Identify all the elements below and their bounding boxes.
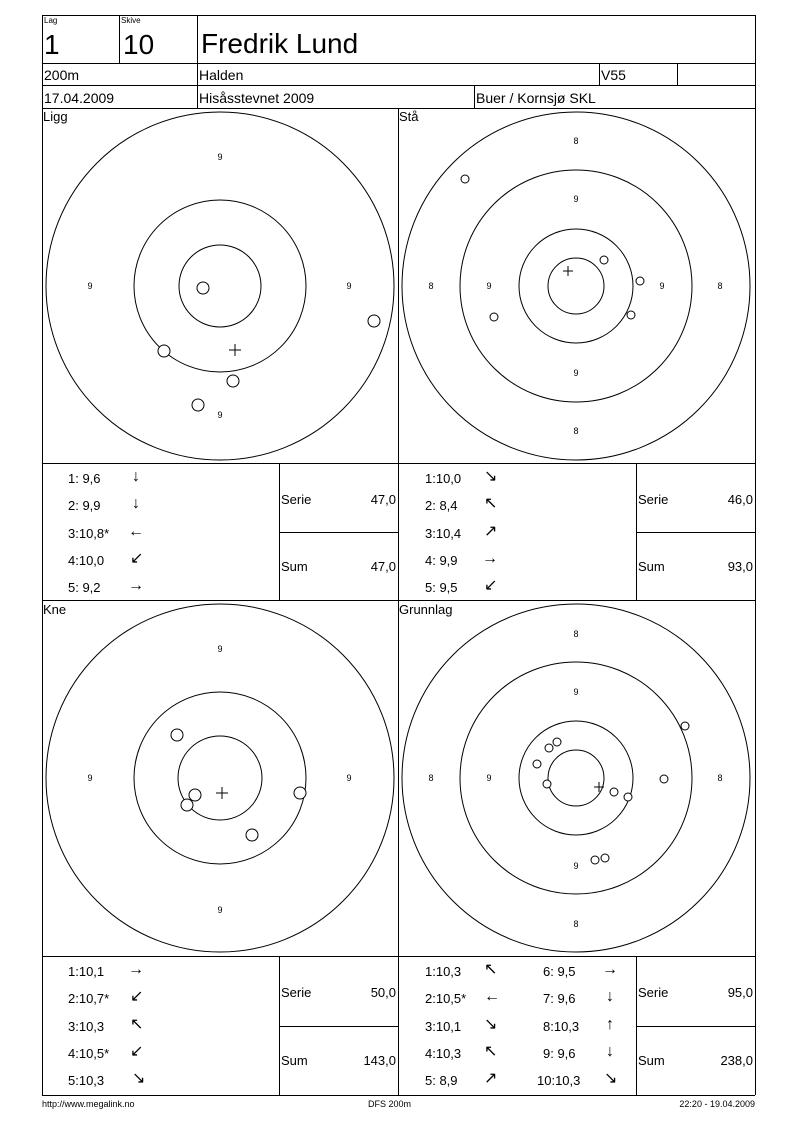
serie-value: 46,0 xyxy=(727,492,753,507)
shot-row: 8:10,3 xyxy=(543,1019,580,1034)
ring-label: 8 xyxy=(573,426,579,436)
shot-hole xyxy=(624,793,632,801)
shot-row: 5: 9,5 xyxy=(425,580,458,595)
shot-hole xyxy=(553,738,561,746)
shot-hole xyxy=(636,277,644,285)
shot-hole xyxy=(543,780,551,788)
sum-label: Sum xyxy=(638,1053,665,1068)
shot-row: 3:10,8* xyxy=(68,526,110,541)
shot-row: 6: 9,5 xyxy=(543,964,576,979)
shot-hole xyxy=(610,788,618,796)
ring-label: 8 xyxy=(573,919,579,929)
target-title-ligg: Ligg xyxy=(43,109,68,124)
ring-label: 9 xyxy=(486,773,492,783)
ring-label: 9 xyxy=(346,281,352,291)
shot-row: 4:10,0 xyxy=(68,553,105,568)
shot-hole xyxy=(600,256,608,264)
shot-row: 1: 9,6 xyxy=(68,471,101,486)
target-sta xyxy=(402,112,750,460)
shot-row: 9: 9,6 xyxy=(543,1046,576,1061)
direction-arrow-icon: ↖ xyxy=(130,1016,144,1033)
direction-arrow-icon: → xyxy=(482,550,498,567)
event: Hisåsstevnet 2009 xyxy=(199,90,315,106)
shot-hole xyxy=(294,787,306,799)
shot-row: 3:10,4 xyxy=(425,526,462,541)
shot-row: 1:10,1 xyxy=(68,964,105,979)
direction-arrow-icon: → xyxy=(128,961,144,978)
center-cross xyxy=(594,782,604,792)
target-title-kne: Kne xyxy=(43,602,67,617)
shot-row: 7: 9,6 xyxy=(543,991,576,1006)
ring-label: 9 xyxy=(217,410,223,420)
footer-url[interactable]: http://www.megalink.no xyxy=(42,1099,135,1109)
direction-arrow-icon: ← xyxy=(128,523,144,540)
sum-label: Sum xyxy=(281,1053,308,1068)
ring-label: 9 xyxy=(217,905,223,915)
serie-label: Serie xyxy=(638,985,669,1000)
shot-hole xyxy=(368,315,380,327)
direction-arrow-icon: ↖ xyxy=(484,495,498,512)
sum-label: Sum xyxy=(638,559,665,574)
serie-label: Serie xyxy=(638,492,669,507)
shot-row: 1:10,0 xyxy=(425,471,462,486)
direction-arrow-icon: ↘ xyxy=(484,468,498,485)
shot-hole xyxy=(533,760,541,768)
class: V55 xyxy=(601,67,626,83)
direction-arrow-icon: → xyxy=(128,577,144,594)
date: 17.04.2009 xyxy=(44,90,115,106)
shot-row: 3:10,1 xyxy=(425,1019,462,1034)
footer-system: DFS 200m xyxy=(368,1099,412,1109)
ring-label: 8 xyxy=(573,136,579,146)
shot-hole xyxy=(158,345,170,357)
sum-label: Sum xyxy=(281,559,308,574)
ring-label: 8 xyxy=(428,281,434,291)
shot-hole xyxy=(627,311,635,319)
shot-row: 1:10,3 xyxy=(425,964,462,979)
location: Buer / Kornsjø SKL xyxy=(476,90,596,106)
sum-value: 47,0 xyxy=(370,559,396,574)
direction-arrow-icon: ↙ xyxy=(130,1043,144,1060)
shot-row: 2: 8,4 xyxy=(425,498,458,513)
direction-arrow-icon: ↓ xyxy=(606,1043,614,1060)
direction-arrow-icon: ↘ xyxy=(132,1070,146,1087)
shot-hole xyxy=(545,744,553,752)
ring-label: 8 xyxy=(717,773,723,783)
direction-arrow-icon: ↓ xyxy=(606,988,614,1005)
direction-arrow-icon: ← xyxy=(484,988,500,1005)
target-title-grunnlag: Grunnlag xyxy=(399,602,453,617)
sum-value: 93,0 xyxy=(727,559,753,574)
target-kne xyxy=(46,604,394,952)
ring-label: 9 xyxy=(486,281,492,291)
ring-label: 9 xyxy=(217,644,223,654)
shot-row: 4: 9,9 xyxy=(425,553,458,568)
ring-label: 9 xyxy=(87,281,93,291)
serie-value: 47,0 xyxy=(370,492,396,507)
direction-arrow-icon: ↖ xyxy=(484,1043,498,1060)
club: Halden xyxy=(199,67,244,83)
ring-label: 9 xyxy=(217,152,223,162)
sum-value: 238,0 xyxy=(720,1053,753,1068)
shot-hole xyxy=(681,722,689,730)
shot-row: 2: 9,9 xyxy=(68,498,101,513)
shot-row: 2:10,5* xyxy=(425,991,467,1006)
serie-label: Serie xyxy=(281,492,312,507)
direction-arrow-icon: ↙ xyxy=(130,550,144,567)
center-cross xyxy=(229,344,241,356)
direction-arrow-icon: ↓ xyxy=(132,495,140,512)
shot-hole xyxy=(171,729,183,741)
distance: 200m xyxy=(44,67,80,83)
shot-row: 3:10,3 xyxy=(68,1019,105,1034)
shot-hole xyxy=(591,856,599,864)
shot-hole xyxy=(246,829,258,841)
direction-arrow-icon: ↘ xyxy=(604,1070,618,1087)
shot-hole xyxy=(192,399,204,411)
skive-value: 10 xyxy=(123,29,155,60)
shot-row: 5: 8,9 xyxy=(425,1073,458,1088)
shot-hole xyxy=(660,775,668,783)
shot-row: 5:10,3 xyxy=(68,1073,105,1088)
direction-arrow-icon: ↑ xyxy=(606,1016,614,1033)
ring-label: 8 xyxy=(428,773,434,783)
shot-row: 5: 9,2 xyxy=(68,580,101,595)
shot-hole xyxy=(490,313,498,321)
direction-arrow-icon: ↗ xyxy=(484,1070,498,1087)
shot-hole xyxy=(197,282,209,294)
target-title-sta: Stå xyxy=(399,109,419,124)
ring-label: 9 xyxy=(573,861,579,871)
direction-arrow-icon: ↙ xyxy=(484,577,498,594)
sum-value: 143,0 xyxy=(363,1053,396,1068)
shot-hole xyxy=(601,854,609,862)
shot-hole xyxy=(189,789,201,801)
ring-label: 9 xyxy=(659,281,665,291)
serie-label: Serie xyxy=(281,985,312,1000)
shooter-name: Fredrik Lund xyxy=(201,28,359,59)
center-cross xyxy=(563,266,573,276)
center-cross xyxy=(216,787,228,799)
target-ligg xyxy=(46,112,394,460)
shot-hole xyxy=(181,799,193,811)
lag-value: 1 xyxy=(44,29,60,60)
ring-label: 9 xyxy=(573,368,579,378)
target-grunnlag xyxy=(402,604,750,952)
direction-arrow-icon: → xyxy=(602,961,618,978)
serie-value: 50,0 xyxy=(370,985,396,1000)
ring-label: 8 xyxy=(573,629,579,639)
shot-row: 4:10,5* xyxy=(68,1046,110,1061)
skive-label: Skive xyxy=(121,16,141,25)
serie-value: 95,0 xyxy=(727,985,753,1000)
ring-label: 9 xyxy=(573,687,579,697)
lag-label: Lag xyxy=(44,16,58,25)
direction-arrow-icon: ↖ xyxy=(484,961,498,978)
shot-row: 10:10,3 xyxy=(537,1073,581,1088)
ring-label: 9 xyxy=(573,194,579,204)
footer-timestamp: 22:20 - 19.04.2009 xyxy=(679,1099,755,1109)
direction-arrow-icon: ↘ xyxy=(484,1016,498,1033)
ring-label: 9 xyxy=(87,773,93,783)
direction-arrow-icon: ↗ xyxy=(484,523,498,540)
shot-hole xyxy=(227,375,239,387)
direction-arrow-icon: ↙ xyxy=(130,988,144,1005)
direction-arrow-icon: ↓ xyxy=(132,468,140,485)
shot-row: 2:10,7* xyxy=(68,991,110,1006)
shot-hole xyxy=(461,175,469,183)
shot-row: 4:10,3 xyxy=(425,1046,462,1061)
ring-label: 9 xyxy=(346,773,352,783)
ring-label: 8 xyxy=(717,281,723,291)
